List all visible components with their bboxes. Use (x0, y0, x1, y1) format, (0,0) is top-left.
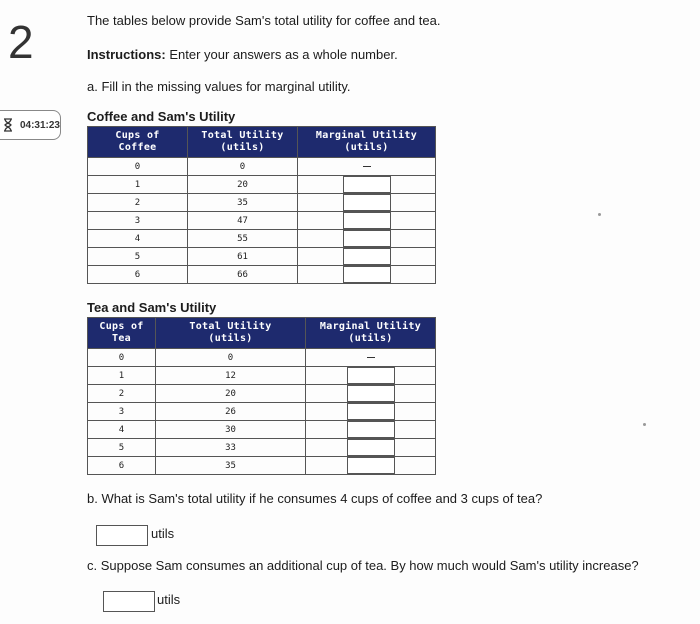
table-row (88, 439, 436, 457)
total-utility-cell: 12 (156, 367, 306, 385)
marginal-utility-cell (306, 457, 436, 475)
utility-increase-answer-input[interactable] (103, 591, 155, 612)
tea-table-title: Tea and Sam's Utility (87, 300, 217, 315)
total-utility-cell: 20 (156, 385, 306, 403)
total-utility-cell: 30 (156, 421, 306, 439)
marginal-utility-input[interactable] (343, 212, 391, 229)
marginal-utility-cell (298, 176, 436, 194)
total-utility-cell: 35 (156, 457, 306, 475)
intro-text: The tables below provide Sam's total utility for coffee and tea. (87, 13, 441, 28)
marginal-utility-cell (298, 230, 436, 248)
total-utility-cell: 55 (188, 230, 298, 248)
marginal-utility-input[interactable] (343, 176, 391, 193)
table-row (88, 212, 436, 230)
table-row (88, 248, 436, 266)
cups-cell: 2 (88, 194, 188, 212)
marginal-utility-na (298, 158, 436, 176)
cups-cell: 0 (88, 158, 188, 176)
cups-cell: 1 (88, 176, 188, 194)
timer (0, 110, 61, 140)
cups-cell: 2 (88, 385, 156, 403)
coffee-utility-table (87, 126, 436, 284)
header-marginal-utility: Marginal Utility (utils) (298, 127, 436, 158)
total-utility-cell: 33 (156, 439, 306, 457)
total-utility-cell: 61 (188, 248, 298, 266)
total-utility-cell: 66 (188, 266, 298, 284)
hourglass-icon (1, 118, 15, 132)
cups-cell: 3 (88, 212, 188, 230)
part-a-text: a. Fill in the missing values for marginal utility. (87, 79, 351, 94)
cups-cell: 4 (88, 230, 188, 248)
marginal-utility-input[interactable] (347, 403, 395, 420)
marginal-utility-input[interactable] (343, 230, 391, 247)
table-row (88, 349, 436, 367)
stray-dot (643, 423, 646, 426)
header-total-utility: Total Utility (utils) (188, 127, 298, 158)
cups-cell: 6 (88, 266, 188, 284)
part-b-text: b. What is Sam's total utility if he consumes 4 cups of coffee and 3 cups of tea? (87, 491, 543, 506)
marginal-utility-cell (306, 421, 436, 439)
header-total-utility: Total Utility (utils) (156, 318, 306, 349)
total-utility-answer-input[interactable] (96, 525, 148, 546)
part-b-unit: utils (151, 526, 175, 541)
table-row (88, 266, 436, 284)
instructions-text: Enter your answers as a whole number. (169, 47, 398, 62)
tea-utility-table (87, 317, 436, 475)
marginal-utility-input[interactable] (347, 457, 395, 474)
total-utility-cell: 35 (188, 194, 298, 212)
dash-mark (363, 166, 371, 167)
marginal-utility-cell (298, 266, 436, 284)
total-utility-cell: 20 (188, 176, 298, 194)
marginal-utility-input[interactable] (347, 439, 395, 456)
part-c-text: c. Suppose Sam consumes an additional cup of tea. By how much would Sam's utility increase? (87, 558, 639, 573)
table-row (88, 230, 436, 248)
cups-cell: 4 (88, 421, 156, 439)
total-utility-cell: 0 (188, 158, 298, 176)
marginal-utility-input[interactable] (347, 385, 395, 402)
table-header-row (88, 127, 436, 158)
table-row (88, 457, 436, 475)
instructions (87, 47, 398, 62)
cups-cell: 0 (88, 349, 156, 367)
marginal-utility-input[interactable] (343, 248, 391, 265)
table-row (88, 158, 436, 176)
total-utility-cell: 0 (156, 349, 306, 367)
table-row (88, 176, 436, 194)
marginal-utility-cell (306, 385, 436, 403)
total-utility-cell: 26 (156, 403, 306, 421)
coffee-table-title: Coffee and Sam's Utility (87, 109, 236, 124)
cups-cell: 6 (88, 457, 156, 475)
marginal-utility-input[interactable] (347, 367, 395, 384)
header-marginal-utility: Marginal Utility (utils) (306, 318, 436, 349)
marginal-utility-cell (306, 439, 436, 457)
part-c-unit: utils (157, 592, 181, 607)
marginal-utility-na (306, 349, 436, 367)
table-row (88, 367, 436, 385)
cups-cell: 1 (88, 367, 156, 385)
dash-mark (367, 357, 375, 358)
marginal-utility-input[interactable] (347, 421, 395, 438)
instructions-label: Instructions: (87, 47, 166, 62)
question-number: 2 (8, 16, 34, 68)
table-row (88, 421, 436, 439)
marginal-utility-input[interactable] (343, 266, 391, 283)
cups-cell: 5 (88, 439, 156, 457)
marginal-utility-cell (306, 403, 436, 421)
table-row (88, 385, 436, 403)
cups-cell: 5 (88, 248, 188, 266)
stray-dot (598, 213, 601, 216)
marginal-utility-cell (298, 248, 436, 266)
header-cups: Cups of Tea (88, 318, 156, 349)
timer-value: 04:31:23 (19, 119, 60, 131)
marginal-utility-cell (298, 212, 436, 230)
marginal-utility-input[interactable] (343, 194, 391, 211)
marginal-utility-cell (298, 194, 436, 212)
header-cups: Cups of Coffee (88, 127, 188, 158)
cups-cell: 3 (88, 403, 156, 421)
table-header-row (88, 318, 436, 349)
table-row (88, 194, 436, 212)
table-row (88, 403, 436, 421)
total-utility-cell: 47 (188, 212, 298, 230)
marginal-utility-cell (306, 367, 436, 385)
